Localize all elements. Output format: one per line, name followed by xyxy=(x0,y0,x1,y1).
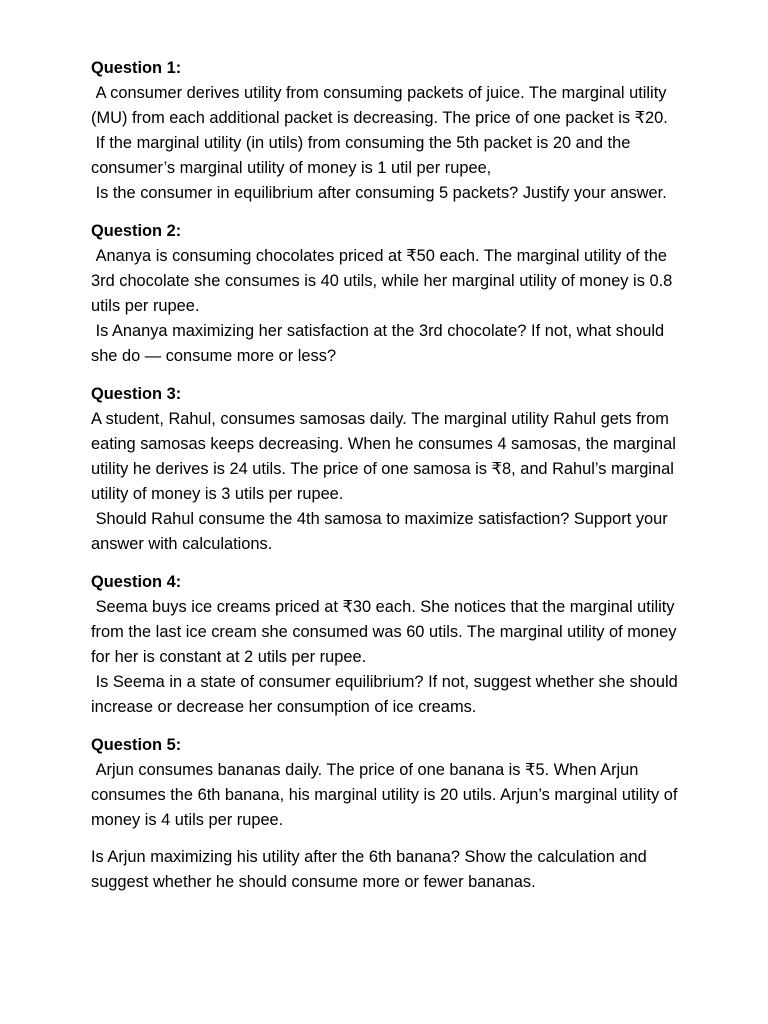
question-text: Is Ananya maximizing her satisfaction at the 3rd chocolate? If not, what should she do — consume more or less? xyxy=(91,322,669,365)
question-text: Seema buys ice creams priced at ₹30 each. She notices that the marginal utility from the last ice cream she consumed was 60 utils. The marginal utility of money for her is constant at 2 utils per rupee. xyxy=(91,598,682,666)
question-heading: Question 1: xyxy=(91,59,182,77)
question-text: A student, Rahul, consumes samosas daily. The marginal utility Rahul gets from eating samosas keeps decreasing. When he consumes 4 samosas, the marginal utility he derives is 24 utils. The price of one samosa is ₹8, and Rahul’s marginal utility of money is 3 utils per rupee. xyxy=(91,410,681,503)
question-text: If the marginal utility (in utils) from consuming the 5th packet is 20 and the consumer’s marginal utility of money is 1 util per rupee, xyxy=(91,134,635,177)
question-heading: Question 2: xyxy=(91,222,182,240)
question-text: Arjun consumes bananas daily. The price of one banana is ₹5. When Arjun consumes the 6th banana, his marginal utility is 20 utils. Arjun’s marginal utility of money is 4 utils per rupee. xyxy=(91,761,682,829)
question-2 xyxy=(91,219,691,369)
document-page xyxy=(91,56,691,908)
question-text: A consumer derives utility from consuming packets of juice. The marginal utility (MU) from each additional packet is decreasing. The price of one packet is ₹20. xyxy=(91,84,672,127)
question-1 xyxy=(91,56,691,206)
question-text: Is the consumer in equilibrium after consuming 5 packets? Justify your answer. xyxy=(91,184,667,202)
question-text: Ananya is consuming chocolates priced at ₹50 each. The marginal utility of the 3rd chocolate she consumes is 40 utils, while her marginal utility of money is 0.8 utils per rupee. xyxy=(91,247,677,315)
question-text: Should Rahul consume the 4th samosa to maximize satisfaction? Support your answer with calculations. xyxy=(91,510,673,553)
question-heading: Question 4: xyxy=(91,573,182,591)
question-text: Is Seema in a state of consumer equilibrium? If not, suggest whether she should increase or decrease her consumption of ice creams. xyxy=(91,673,683,716)
question-heading: Question 5: xyxy=(91,736,182,754)
question-4 xyxy=(91,570,691,720)
question-3 xyxy=(91,382,691,557)
question-text: Is Arjun maximizing his utility after the 6th banana? Show the calculation and suggest whether he should consume more or fewer bananas. xyxy=(91,848,652,891)
question-5 xyxy=(91,733,691,895)
question-heading: Question 3: xyxy=(91,385,182,403)
